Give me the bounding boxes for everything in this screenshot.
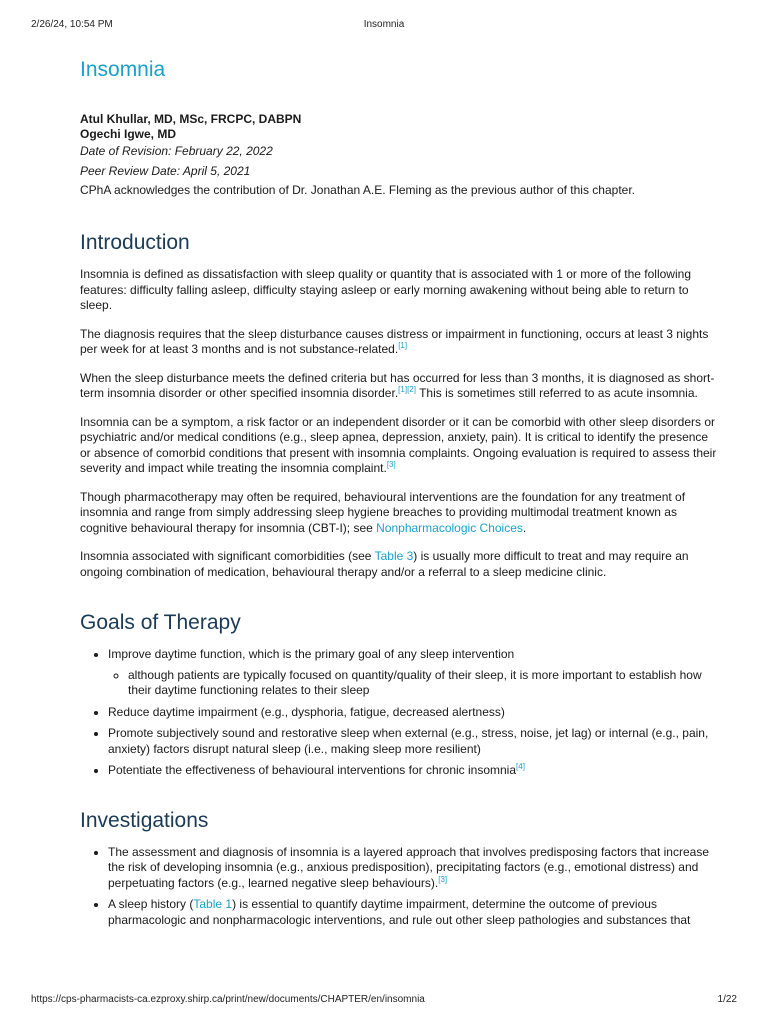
goals-sublist [108,668,720,699]
print-footer [31,994,737,1006]
intro-p1-text: Insomnia is defined as dissatisfaction with sleep quality or quantity that is associated with 1 or more of the following features: difficulty falling asleep, difficulty staying asleep or early morning awakening without being able to return to sleep. [80,267,691,312]
intro-paragraph-3 [80,371,720,402]
intro-p6-text-b: ) is usually more difficult to treat and may require an ongoing combination of medication, behavioural therapy and/or a referral to a sleep medicine clinic. [80,549,689,579]
reference-link-4[interactable]: [4] [516,762,525,771]
peer-review-date: Peer Review Date: April 5, 2021 [80,164,251,178]
intro-paragraph-2 [80,327,720,358]
section-heading-goals-of-therapy: Goals of Therapy [80,611,241,634]
intro-p4-text: Insomnia can be a symptom, a risk factor or an independent disorder or it can be comorbid with other sleep disorders or psychiatric and/or medical conditions (e.g., sleep apnea, depression, anxiety, pain). It is critical to identify the presence or absence of comorbid conditions that present with insomnia complaints. Ongoing evaluation is required to assess their severity and impact while treating the insomnia complaint. [80,414,717,475]
print-header [31,19,737,31]
list-item [108,647,720,699]
reference-link-1[interactable]: [1] [398,385,408,394]
section-heading-introduction: Introduction [80,231,190,254]
page-title: Insomnia [80,58,166,81]
intro-p6-text-a: Insomnia associated with significant comorbidities (see [80,549,375,563]
intro-paragraph-5 [80,490,720,537]
intro-p3-text-b: This is sometimes still referred to as acute insomnia. [415,386,698,400]
goals-list [80,647,720,779]
goals-item-4-text: Potentiate the effectiveness of behavioural interventions for chronic insomnia [108,763,517,777]
reference-link-3[interactable]: [3] [386,460,396,469]
print-document-title: Insomnia [363,19,405,30]
list-item [108,705,720,721]
intro-p2-text: The diagnosis requires that the sleep disturbance causes distress or impairment in functioning, occurs at least 3 nights per week for at least 3 months and is not substance-related. [80,326,709,356]
goals-item-1-text: Improve daytime function, which is the primary goal of any sleep intervention [108,647,515,661]
author-2: Ogechi Igwe, MD [80,127,177,141]
reference-link-3[interactable]: [3] [438,874,448,884]
investigations-item-1-text: The assessment and diagnosis of insomnia is a layered approach that involves predisposing factors that increase the risk of developing insomnia (e.g., anxious predisposition), precipitating factors (e.g., emotional distress) and perpetuating factors (e.g., learned negative sleep behaviours). [108,844,710,890]
reference-link-1[interactable]: [1] [398,341,408,350]
list-item [108,726,720,757]
table-1-link[interactable]: Table 1 [193,897,233,911]
intro-paragraph-4 [80,415,720,477]
goals-item-2-text: Reduce daytime impairment (e.g., dysphoria, fatigue, decreased alertness) [108,704,505,719]
acknowledgement: CPhA acknowledges the contribution of Dr. Jonathan A.E. Fleming as the previous author of this chapter. [80,183,635,197]
section-heading-investigations: Investigations [80,808,209,832]
reference-link-2[interactable]: [2] [407,385,416,394]
table-3-link[interactable]: Table 3 [374,549,414,563]
list-item [108,845,720,892]
document-content [80,56,720,934]
print-url: https://cps-pharmacists-ca.ezproxy.shirp.ca/print/new/documents/CHAPTER/en/insomnia [31,994,425,1005]
page-number: 1/22 [717,994,737,1005]
investigations-item-2-text-a: A sleep history ( [108,897,194,911]
intro-paragraph-6 [80,549,720,580]
goals-item-3-text: Promote subjectively sound and restorative sleep when external (e.g., stress, noise, jet lag) or internal (e.g., pain, anxiety) factors disrupt natural sleep (i.e., making sleep more resilient) [108,726,709,756]
list-item [128,668,720,699]
intro-p5-text-a: Though pharmacotherapy may often be required, behavioural interventions are the foundation for any treatment of insomnia and range from simply addressing sleep hygiene breaches to providing multimodal treatment known as cognitive behavioural therapy for insomnia (CBT-I); see [80,489,686,535]
author-1: Atul Khullar, MD, MSc, FRCPC, DABPN [80,112,302,126]
intro-p3-text-a: When the sleep disturbance meets the defined criteria but has occurred for less than 3 months, it is diagnosed as short-term insomnia disorder or other specified insomnia disorder. [80,370,715,400]
print-timestamp: 2/26/24, 10:54 PM [31,19,113,30]
revision-date: Date of Revision: February 22, 2022 [80,144,273,158]
investigations-list [80,845,720,929]
list-item [108,763,720,779]
intro-paragraph-1 [80,267,720,314]
goals-item-1-sub-text: although patients are typically focused on quantity/quality of their sleep, it is more important to establish how their daytime functioning relates to their sleep [128,667,702,697]
intro-p5-text-b: . [522,520,527,535]
list-item [108,897,720,928]
nonpharmacologic-choices-link[interactable]: Nonpharmacologic Choices [376,520,523,535]
investigations-item-2-text-b: ) is essential to quantify daytime impairment, determine the outcome of previous pharmacologic and nonpharmacologic interventions, and rule out other sleep pathologies and substances that [108,897,691,927]
